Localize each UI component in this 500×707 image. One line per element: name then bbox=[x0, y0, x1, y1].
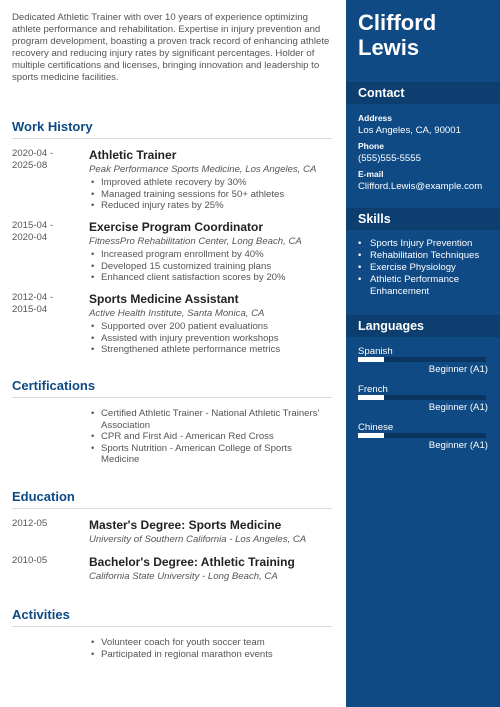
sidebar bbox=[346, 0, 500, 707]
email-label: E-mail bbox=[358, 169, 384, 179]
address-label: Address bbox=[358, 113, 393, 123]
work-body bbox=[89, 220, 334, 284]
address-value: Los Angeles, CA, 90001 bbox=[358, 125, 461, 136]
education-body bbox=[89, 518, 334, 546]
language-name: Spanish bbox=[358, 346, 393, 357]
degree-title: Bachelor's Degree: Athletic Training bbox=[89, 555, 295, 569]
language-level-fill bbox=[358, 433, 384, 438]
email-value: Clifford.Lewis@example.com bbox=[358, 181, 483, 192]
list-item: • Increased program enrollment by 40% bbox=[89, 249, 334, 261]
languages-heading: Languages bbox=[346, 315, 500, 337]
work-body bbox=[89, 148, 334, 212]
language-level-bar bbox=[358, 395, 486, 400]
language-level: Beginner (A1) bbox=[428, 364, 488, 375]
job-title: Sports Medicine Assistant bbox=[89, 292, 239, 306]
language-level-bar bbox=[358, 357, 486, 362]
job-organization: Peak Performance Sports Medicine, Los Angeles, CA bbox=[89, 164, 317, 175]
job-bullets bbox=[89, 321, 334, 356]
phone-label: Phone bbox=[358, 141, 384, 151]
list-item: • Certified Athletic Trainer - National Athletic Trainers' Association bbox=[89, 408, 329, 431]
language-level-bar bbox=[358, 433, 486, 438]
activities-list bbox=[89, 637, 329, 660]
job-organization: Active Health Institute, Santa Monica, CA bbox=[89, 308, 265, 319]
candidate-name bbox=[358, 10, 436, 60]
skills-list bbox=[358, 238, 492, 298]
phone-value: (555)555-5555 bbox=[358, 153, 421, 164]
section-divider bbox=[12, 626, 332, 627]
work-dates: 2012-04 - 2015-04 bbox=[12, 292, 54, 315]
list-item: • Managed training sessions for 50+ athletes bbox=[89, 189, 334, 201]
skills-heading: Skills bbox=[346, 208, 500, 230]
job-bullets bbox=[89, 177, 334, 212]
last-name: Lewis bbox=[358, 35, 420, 60]
certifications-list bbox=[89, 408, 329, 466]
language-level: Beginner (A1) bbox=[428, 440, 488, 451]
list-item: • Participated in regional marathon events bbox=[89, 649, 329, 661]
work-dates: 2015-04 - 2020-04 bbox=[12, 220, 54, 243]
language-level: Beginner (A1) bbox=[428, 402, 488, 413]
language-level-fill bbox=[358, 395, 384, 400]
section-divider bbox=[12, 397, 332, 398]
list-item: • Volunteer coach for youth soccer team bbox=[89, 637, 329, 649]
job-bullets bbox=[89, 249, 334, 284]
contact-heading: Contact bbox=[346, 82, 500, 104]
skill-item: • Athletic Performance Enhancement bbox=[358, 274, 492, 298]
education-date: 2012-05 bbox=[12, 518, 48, 529]
section-title-certifications: Certifications bbox=[12, 378, 96, 393]
section-title-work-history: Work History bbox=[12, 119, 93, 134]
skill-item: • Exercise Physiology bbox=[358, 262, 492, 274]
section-divider bbox=[12, 508, 332, 509]
list-item: • Supported over 200 patient evaluations bbox=[89, 321, 334, 333]
section-divider bbox=[12, 138, 332, 139]
list-item: • Reduced injury rates by 25% bbox=[89, 200, 334, 212]
list-item: • Developed 15 customized training plans bbox=[89, 261, 334, 273]
school-name: California State University - Long Beach, CA bbox=[89, 571, 278, 582]
work-dates: 2020-04 - 2025-08 bbox=[12, 148, 54, 171]
school-name: University of Southern California - Los Angeles, CA bbox=[89, 534, 307, 545]
list-item: • Assisted with injury prevention workshops bbox=[89, 333, 334, 345]
list-item: • Enhanced client satisfaction scores by 20% bbox=[89, 272, 334, 284]
job-organization: FitnessPro Rehabilitation Center, Long Beach, CA bbox=[89, 236, 302, 247]
degree-title: Master's Degree: Sports Medicine bbox=[89, 518, 282, 532]
work-body bbox=[89, 292, 334, 356]
language-level-fill bbox=[358, 357, 384, 362]
section-title-education: Education bbox=[12, 489, 75, 504]
list-item: • CPR and First Aid - American Red Cross bbox=[89, 431, 329, 443]
skill-item: • Sports Injury Prevention bbox=[358, 238, 492, 250]
first-name: Clifford bbox=[358, 10, 437, 35]
list-item: • Strengthened athlete performance metrics bbox=[89, 344, 334, 356]
job-title: Exercise Program Coordinator bbox=[89, 220, 264, 234]
section-title-activities: Activities bbox=[12, 607, 70, 622]
language-name: French bbox=[358, 384, 388, 395]
education-date: 2010-05 bbox=[12, 555, 48, 566]
job-title: Athletic Trainer bbox=[89, 148, 177, 162]
skill-item: • Rehabilitation Techniques bbox=[358, 250, 492, 262]
language-name: Chinese bbox=[358, 422, 394, 433]
education-body bbox=[89, 555, 334, 583]
list-item: • Sports Nutrition - American College of Sports Medicine bbox=[89, 443, 329, 466]
list-item: • Improved athlete recovery by 30% bbox=[89, 177, 334, 189]
summary-text: Dedicated Athletic Trainer with over 10 years of experience optimizing athlete performance and rehabilitation. Expertise in injury prevention and program development, boasting a proven track record of enhancing athlete recovery and reducing injury rates by significant percentages. Holder of multiple certifications and licenses, bringing innovation and leadership to sports medicine facilities. bbox=[12, 12, 330, 83]
